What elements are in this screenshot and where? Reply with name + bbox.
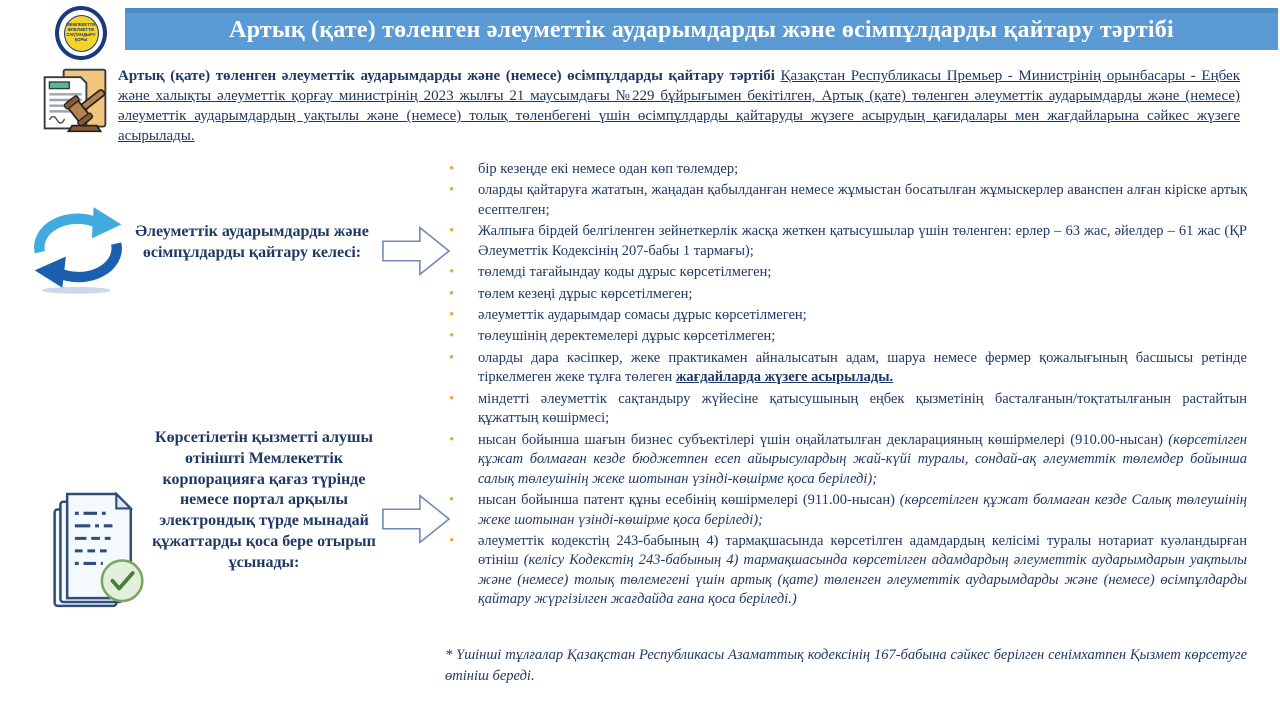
page-title: Артық (қате) төленген әлеуметтік аударымдарды және өсімпұлдарды қайтару тәртібі [229,17,1174,43]
sync-arrows-icon [26,196,130,298]
list-item [445,263,1247,282]
section2-label: Көрсетілетін қызметті алушы өтінішті Мемлекеттік корпорацияға қағаз түрінде немесе портал арқылы электрондық түрде мынадай құжаттарды қоса бере отырып ұсынады: [152,429,376,571]
fund-logo-icon [55,6,107,60]
list-item [445,532,1247,610]
section1-list [445,160,1247,390]
list-item-text: міндетті әлеуметтік сақтандыру жүйесіне қатысушының еңбек қызметінің басталғанын/тоқтатылғанын растайтын құжаттың көшірмесі; [478,391,1247,427]
list-item-text: әлеуметтік кодекстің 243-бабының 4) тармақшасында көрсетілген адамдардың келісімі туралы нотариат куәландырған өтініш [478,532,1247,569]
gavel-document-icon [38,64,112,136]
list-item [445,181,1247,220]
documents-check-icon [45,476,151,620]
list-item [445,349,1247,388]
intro-section [38,64,1240,146]
list-item-text: бір кезеңде екі немесе одан көп төлемдер; [478,161,739,177]
list-item-text: жағдайларда жүзеге асырылады. [675,369,894,386]
intro-underlined-text: Қазақстан Республикасы Премьер - Министрінің орынбасары - Еңбек және халықты әлеуметтік қорғау министрінің 2023 жылғы 21 маусымдағы №229 бұйрығымен бекітілген, Артық (қате) төленген әлеуметтік аударымдарды және (немесе) әлеуметтік аударымдардың уақтылы және (немесе) толық төленбегені үшін өсімпұлдарды қайтаруды жүзеге асырудың қағидалары мен жағдайларына сәйкес жүзеге асырылады. [118,68,1240,145]
list-item [445,306,1247,325]
list-item-text: оларды қайтаруға жататын, жаңадан қабылданған немесе жұмыстан босатылған жұмыскерлер аванспен алған кіріске артық есептелген; [478,182,1247,218]
list-item-text: төлемді тағайындау коды дұрыс көрсетілмеген; [478,264,772,281]
list-item-text: нысан бойынша шағын бизнес субъектілері үшін оңайлатылған декларацияның көшірмелері (910.00-нысан) [478,431,1169,448]
section1-label: Әлеуметтік аударымдарды және өсімпұлдарды қайтару келесі: [135,223,369,261]
logo-line: МЕМЛЕКЕТТІК [66,22,96,28]
list-item [445,285,1247,304]
list-item [445,390,1247,429]
intro-bold-text: Артық (қате) төленген әлеуметтік аударымдарды және (немесе) өсімпұлдарды қайтару тәртібі [118,68,775,84]
logo-line: ҚОРЫ [74,36,88,42]
list-item-text: Жалпыға бірдей белгіленген зейнеткерлік жасқа жеткен қатысушылар үшін төленген: ерлер – 63 жас, әйелдер – 61 жас (ҚР Әлеуметтік Кодексінің 207-бабы 1 тармағы); [478,223,1247,259]
section2-list [445,390,1247,612]
list-item [445,222,1247,261]
list-item [445,431,1247,489]
list-item-text: төлеушінің деректемелері дұрыс көрсетілмеген; [478,328,776,345]
logo-line: ӘЛЕУМЕТТІК [67,27,95,33]
list-item [445,327,1247,346]
right-block-arrow-icon [381,224,451,278]
list-item-text: нысан бойынша патент құны есебінің көшірмелері (911.00-нысан) [478,492,900,509]
fund-logo-center [64,15,99,52]
list-item-text: оларды дара кәсіпкер, жеке практикамен айналысатын адам, шаруа немесе фермер қожалығының басшысы ретінде тіркелмеген жеке тұлға төлеген [478,349,1247,386]
footnote: * Үшінші тұлғалар Қазақстан Республикасы Азаматтық кодексінің 167-бабына сәйкес берілген сенімхатпен Қызмет көрсетуге өтініш береді. [445,646,1247,685]
fund-logo-text [66,23,96,42]
list-item [445,160,1247,179]
list-item-text: төлем кезеңі дұрыс көрсетілмеген; [478,285,693,302]
list-item-text: (көрсетілген құжат болмаған кезде бюджетпен есеп айырысулардың жай-күйі туралы, сондай-ақ әлеуметтік төлемдер бойынша салық төлеушінің жеке шотынан үзінді-көшірме қоса беріледі); [478,431,1247,487]
logo-line: САҚТАНДЫРУ [66,32,96,37]
title-bar [125,8,1278,50]
list-item-text: (келісу Кодекстің 243-бабының 4) тармақшасында көрсетілген адамдардың әлеуметтік аударымдарын уақтылы және (немесе) толық төлемегені үшін артық (қате) төленген әлеуметтік аударымдарды және (немесе) өсімпұлдарды қайтару жүргізілген жағдайда ғана қоса беріледі.) [478,552,1247,608]
list-item [445,491,1247,530]
list-item-text: әлеуметтік аударымдар сомасы дұрыс көрсетілмеген; [478,306,807,323]
right-block-arrow-icon [381,492,451,546]
intro-paragraph [118,66,1240,146]
list-item-text: (көрсетілген құжат болмаған кезде Салық төлеушінің жеке шотынан үзінді-көшірме қоса беріледі); [478,492,1247,528]
fund-logo-ring [59,10,103,56]
